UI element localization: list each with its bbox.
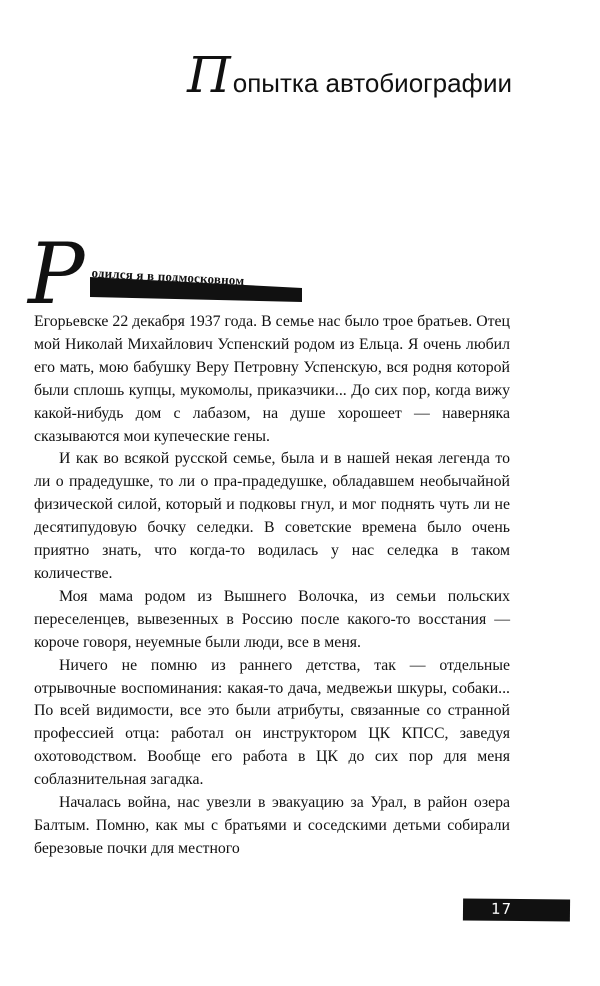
paragraph-1: Егорьевске 22 декабря 1937 года. В семье нас было трое братьев. Отец мой Николай Михайлович Успенский родом из Ельца. Я очень любил его мать, мою бабушку Веру Петровну Успенскую, вся родня которой были сплошь купцы, мукомолы, приказчики... До сих пор, когда вижу какой-нибудь дом с лабазом, на душе хорошеет — наверняка сказываются мои купеческие гены. [34,313,510,445]
paragraph-2: И как во всякой русской семье, была и в нашей некая легенда то ли о прадедушке, то ли о пра-прадедушке, обладавшем необычайной физической силой, который и подковы гнул, и мог поднять чуть ли не десятипудовую бочку селедки. В советские времена было очень приятно знать, что когда-то водилась у нас селедка в таком количестве. [34,450,510,582]
chapter-title [187,46,512,104]
page-number: 17 [490,899,513,918]
chapter-title-text: опытка автобиографии [232,68,512,98]
chapter-title-initial: П [187,46,231,104]
page-number-box [463,898,570,921]
lead-in-text: одился я в подмосковном [91,265,245,288]
paragraph-3: Моя мама родом из Вышнего Волочка, из семьи польских переселенцев, вывезенных в Россию после какого-то восстания — короче говоря, неуемные были люди, все в меня. [34,587,510,651]
drop-cap: Р [28,225,85,323]
paragraph-4: Ничего не помню из раннего детства, так — отдельные отрывочные воспоминания: какая-то дача, медвежьи шкуры, собаки... По всей видимости, все это были атрибуты, связанные со странной профессией отца: работал он инструктором ЦК КПСС, заведуя охотоводством. Вообще его работа в ЦК до сих пор для меня соблазнительная загадка. [34,656,510,789]
paragraph-5: Началась война, нас увезли в эвакуацию за Урал, в район озера Балтым. Помню, как мы с братьями и соседскими детьми собирали березовые почки для местного [34,794,510,857]
body-text [34,311,510,861]
lead-in-band [90,262,302,302]
